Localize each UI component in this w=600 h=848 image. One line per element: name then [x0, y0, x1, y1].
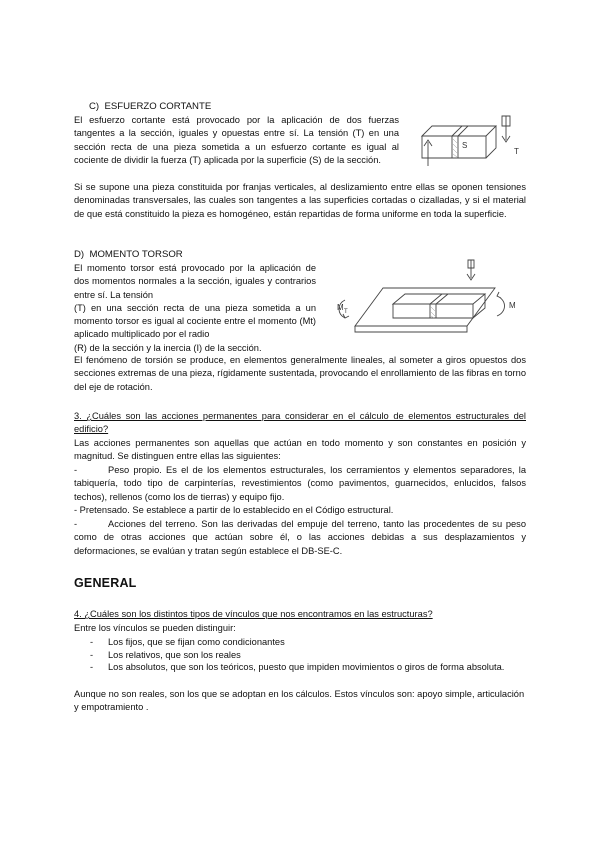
list-dash: - — [74, 465, 78, 475]
torsion-figure-label-mt-left: M — [337, 303, 344, 312]
question-4-bullet-1: Los fijos, que se fijan como condicionantes — [108, 637, 285, 647]
section-d-heading: D) MOMENTO TORSOR — [74, 249, 183, 260]
list-dash: - — [90, 650, 94, 660]
torsion-figure — [335, 256, 525, 338]
torsion-figure-label-mt-right: M — [509, 301, 516, 310]
list-dash: - — [90, 637, 94, 647]
question-3-item-2: - Pretensado. Se establece a partir de lo establecido en el Código estructural. — [74, 505, 394, 515]
shear-figure-label-t: T — [514, 147, 519, 156]
question-3-item-1: Peso propio. Es el de los elementos estructurales, los cerramientos y elementos separadores, la tabiquería, todo tipo de carpinterías, revestimientos (como pavimentos, guarnecidos, enlucidos, falsos techos), rellenos (como los de tierras) y equipo fijo. — [74, 465, 526, 502]
shear-stress-figure — [412, 112, 532, 170]
question-3-title: 3. ¿Cuáles son las acciones permanentes para considerar en el cálculo de elementos estructurales del edificio? — [74, 411, 526, 435]
section-c-paragraph-1: El esfuerzo cortante está provocado por la aplicación de dos fuerzas tangentes a la sección, iguales y opuestas entre sí. La tensión (T) en una sección recta de una pieza sometida a un esfuerzo cortante es igual al cociente de dividir la fuerza (T) aplicada por la superficie (S) de la sección. — [74, 115, 399, 165]
question-4-intro: Entre los vínculos se pueden distinguir: — [74, 623, 236, 633]
question-4-bullet-3: Los absolutos, que son los teóricos, puesto que impiden movimientos o giros de forma absoluta. — [108, 662, 505, 672]
question-3-intro: Las acciones permanentes son aquellas que actúan en todo momento y son constantes en posición y magnitud. Se distinguen entre ellas las siguientes: — [74, 438, 526, 462]
torsion-figure-label-mt-left-sub: T — [344, 309, 348, 315]
question-4-title: 4. ¿Cuáles son los distintos tipos de vínculos que nos encontramos en las estructuras? — [74, 609, 433, 619]
shear-figure-label-s: S — [462, 141, 468, 150]
list-item — [74, 518, 526, 558]
list-dash: - — [90, 662, 94, 672]
section-c-heading: C) ESFUERZO CORTANTE — [89, 101, 212, 112]
question-3-item-3: Acciones del terreno. Son las derivadas del empuje del terreno, tanto las procedentes de su peso como de otras acciones que actúan sobre él, o las acciones debidas a sus desplazamientos y deformaciones, se evalúan y tratan según establece el DB-SE-C. — [74, 519, 526, 556]
list-item — [74, 464, 526, 504]
section-d-paragraph-2: El fenómeno de torsión se produce, en elementos generalmente lineales, al someter a giros opuestos dos secciones extremas de una pieza, rígidamente sustentada, provocando el enrollamiento de las fibras en torno del eje de rotación. — [74, 355, 526, 392]
section-d-paragraph-1: El momento torsor está provocado por la aplicación de dos momentos normales a la sección, iguales y contrarios entre sí. La tensión (T) en una sección recta de una pieza sometida a un momento torsor es igual al cociente entre el momento (Mt) aplicado multiplicado por el radio (R) de la sección y la inercia (I) de la sección. — [74, 263, 316, 353]
question-4-bullet-2: Los relativos, que son los reales — [108, 650, 241, 660]
general-heading: GENERAL — [74, 576, 137, 590]
list-dash: - — [74, 519, 78, 529]
question-4-closing: Aunque no son reales, son los que se adoptan en los cálculos. Estos vínculos son: apoyo simple, articulación y empotramiento . — [74, 689, 525, 713]
section-c-paragraph-2: Si se supone una pieza constituida por franjas verticales, al deslizamiento entre ellas se oponen tensiones denominadas transversales, las cuales son tangentes a las superficies cortadas o cizalladas, y si el material de que está constituido la pieza es homogéneo, están repartidas de forma uniforme en toda la superficie. — [74, 182, 526, 219]
